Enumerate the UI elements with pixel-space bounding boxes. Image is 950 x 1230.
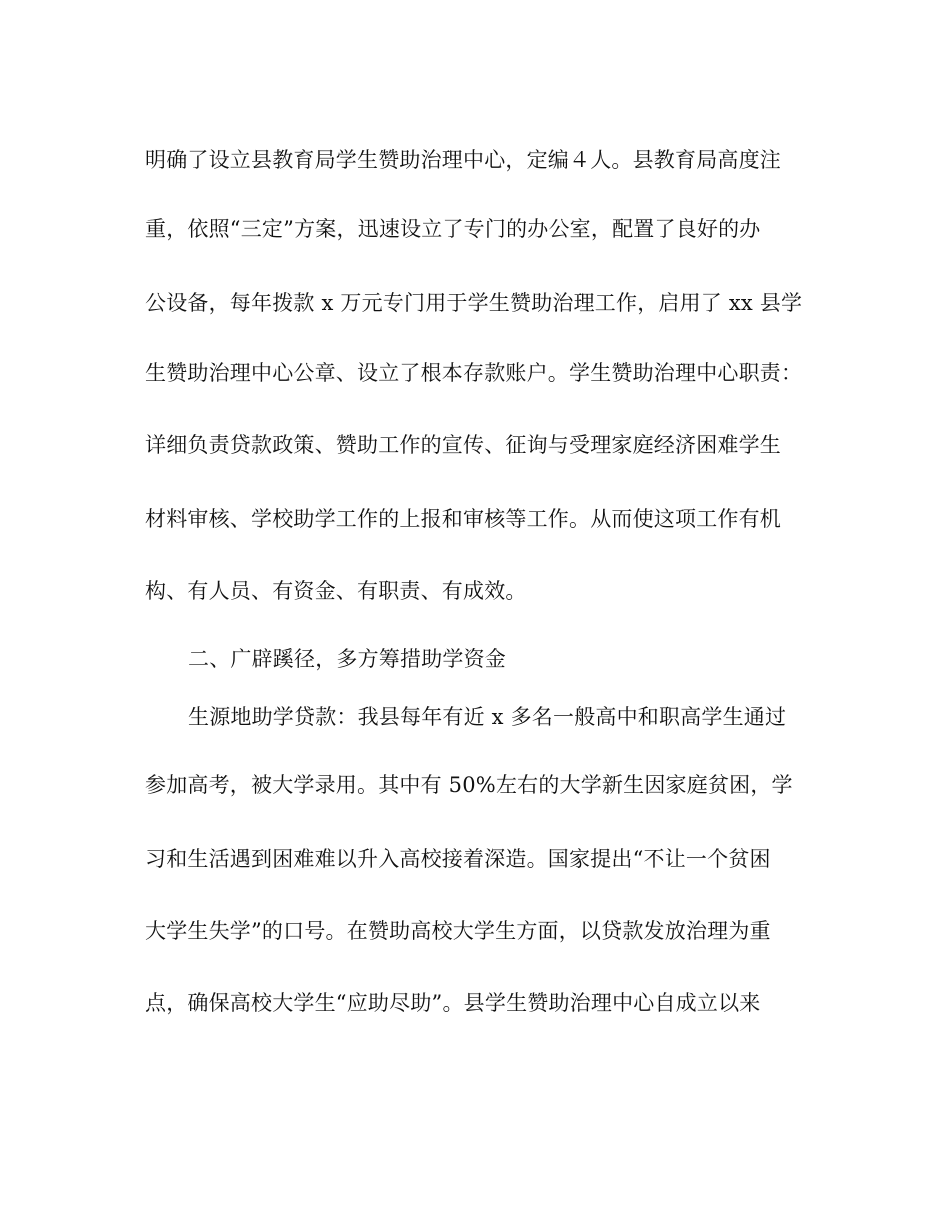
paragraph-line: 重，依照“三定”方案，迅速设立了专门的办公室，配置了良好的办 <box>145 217 761 241</box>
section-heading: 二、广辟蹊径，多方筹措助学资金 <box>188 647 506 671</box>
paragraph-line: 大学生失学”的口号。在赞助高校大学生方面，以贷款发放治理为重 <box>145 919 771 943</box>
paragraph-line: 点，确保高校大学生“应助尽助”。县学生赞助治理中心自成立以来 <box>145 991 761 1015</box>
paragraph-line: 详细负责贷款政策、赞助工作的宣传、征询与受理家庭经济困难学生 <box>145 433 781 457</box>
paragraph-line: 明确了设立县教育局学生赞助治理中心，定编４人。县教育局高度注 <box>145 148 781 172</box>
paragraph-line: 公设备，每年拨款 x 万元专门用于学生赞助治理工作，启用了 xx 县学 <box>145 291 803 315</box>
paragraph-line: 材料审核、学校助学工作的上报和审核等工作。从而使这项工作有机 <box>145 507 781 531</box>
paragraph-line: 习和生活遇到困难难以升入高校接着深造。国家提出“不让一个贫困 <box>145 847 771 871</box>
paragraph-line: 构、有人员、有资金、有职责、有成效。 <box>145 579 527 603</box>
paragraph-line: 生赞助治理中心公章、设立了根本存款账户。学生赞助治理中心职责： <box>145 361 803 385</box>
paragraph-line: 生源地助学贷款：我县每年有近 x 多名一般高中和职高学生通过 <box>188 705 787 729</box>
paragraph-line: 参加高考，被大学录用。其中有 50%左右的大学新生因家庭贫困，学 <box>145 773 793 797</box>
